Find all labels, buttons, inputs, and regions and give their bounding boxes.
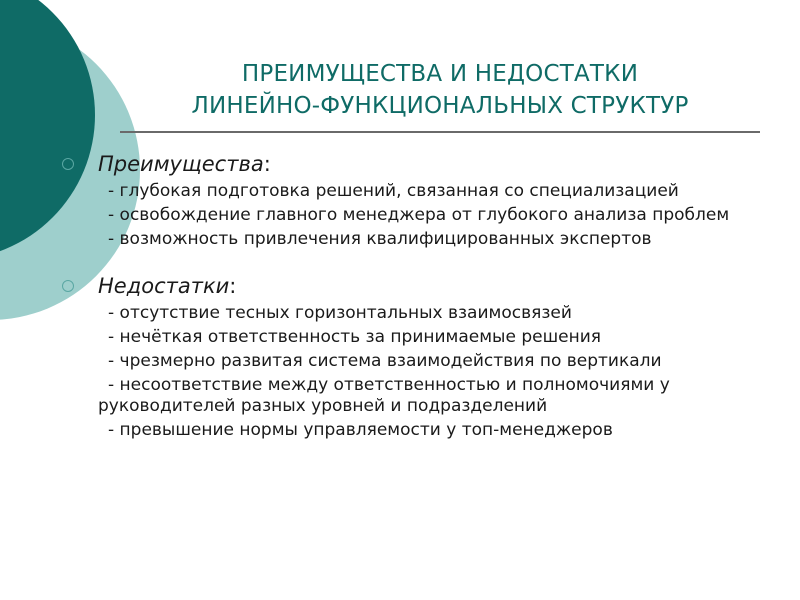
hollow-circle-bullet-icon [62,280,74,292]
advantage-item: - возможность привлечения квалифицированных экспертов [108,229,652,249]
disadvantages-heading-text: Недостатки [98,274,230,298]
advantage-item: - глубокая подготовка решений, связанная со специализацией [108,181,679,201]
slide-title [120,58,760,122]
advantages-heading [98,150,762,178]
advantage-item: - освобождение главного менеджера от глубокого анализа проблем [108,205,730,225]
disadvantage-item: - несоответствие между ответственностью и полномочиями у руководителей разных уровней и подразделений [98,375,670,416]
title-line-1: ПРЕИМУЩЕСТВА И НЕДОСТАТКИ [241,61,639,87]
disadvantage-item: - нечёткая ответственность за принимаемые решения [108,327,601,347]
title-divider [120,131,760,133]
advantages-heading-text: Преимущества [98,152,264,176]
disadvantage-item: - превышение нормы управляемости у топ-менеджеров [108,420,613,440]
disadvantages-section [62,272,762,441]
hollow-circle-bullet-icon [62,158,74,170]
slide-body [62,150,762,441]
title-line-2: ЛИНЕЙНО-ФУНКЦИОНАЛЬНЫХ СТРУКТУР [191,93,689,119]
advantages-heading-colon: : [263,152,271,176]
advantages-section [62,150,762,250]
disadvantages-heading [98,272,762,300]
disadvantage-item: - отсутствие тесных горизонтальных взаимосвязей [108,303,572,323]
disadvantages-heading-colon: : [229,274,237,298]
disadvantage-item: - чрезмерно развитая система взаимодействия по вертикали [108,351,662,371]
